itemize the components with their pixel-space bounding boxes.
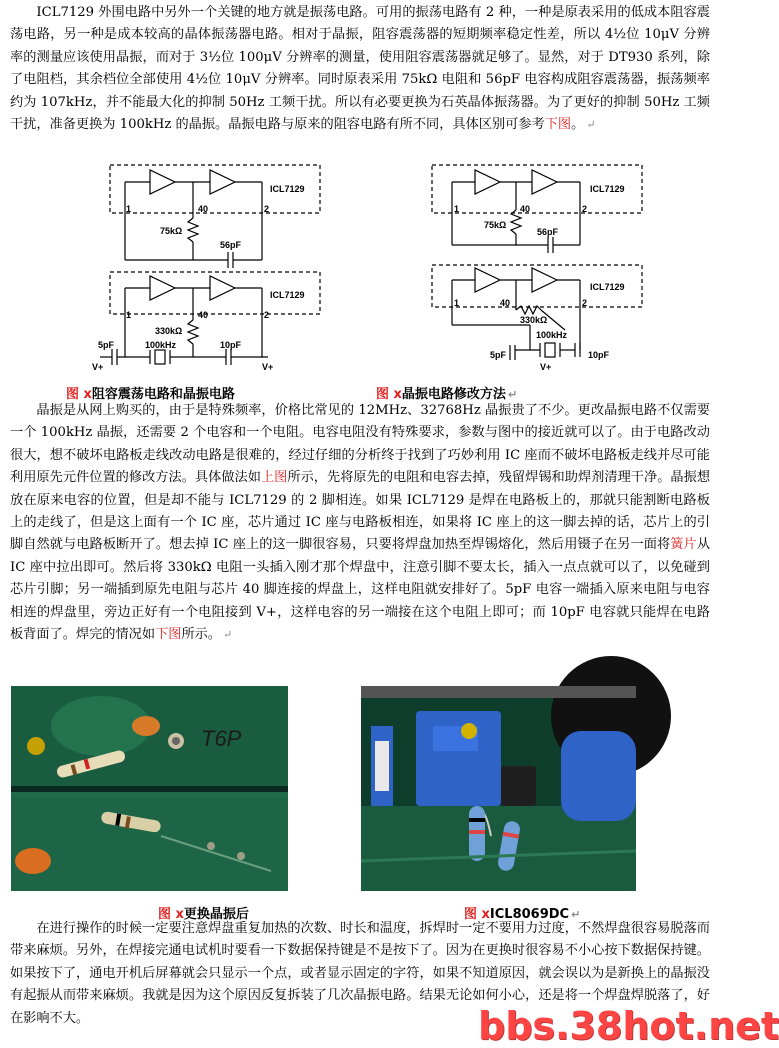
pin-40-label: 40: [198, 204, 209, 214]
photo-pcb-label: T6P: [201, 726, 242, 751]
caption-figure-1-prefix: 图 x: [66, 387, 92, 402]
capacitor-10pf-orange: [15, 848, 51, 874]
circuit-crystal-oscillator: [100, 272, 320, 365]
circuit-rc-oscillator-right: [432, 165, 642, 253]
paragraph-intro-text: ICL7129 外围电路中另外一个关键的地方就是振荡电路。可用的振荡电路有 2 种，一种是原表采用的低成本阻容震荡电路，另一种是成本较高的晶体振荡器电路。相对于晶振，阻容震荡器的短期频率稳定性差，所以 4½位 10μV 分辨率的测量应该使用晶振，而对于 3½位 100μV 分辨率的测量，使用阻容震荡器就足够了。显然，对于 DT930 系列，除了电阻档，其余档位全部使用 4½位 10μV 分辨率。同时原表采用 75kΩ 电阻和 56pF 电容构成阻容震荡器，振荡频率约为 107kHz，并不能最大化的抑制 50Hz 工频干扰。所以有必要更换为石英晶体振荡器。为了更好的抑制 50Hz 工频干扰，准备更换为 100kHz 的晶振。晶振电路与原来的阻容电路有所不同，具体区别可参考: [10, 5, 710, 133]
paragraph-mark-icon: ↵: [507, 388, 518, 401]
resistor-330k-label-2: 330kΩ: [520, 315, 548, 325]
paragraph-intro: [10, 2, 710, 136]
pin-1-label: 1: [126, 204, 132, 214]
paragraph-method-text-b: 所示，先将原先的电阻和电容去掉，残留焊锡和助焊剂清理干净。晶振想放在原来电容的位置，但是却不能与 ICL7129 的 2 脚相连。如果 ICL7129 是焊在电路板上的，那就只能割断电路板上的走线了，但是这上面有一个 IC 座，芯片通过 IC 座与电路板相连，如果将 IC 座上的这一脚去掉的话，芯片上的引脚自然就与电路板断开了。想去掉 IC 座上的这一脚很容易，只要将焊盘加热至焊锡熔化，然后用镊子在另一面将: [10, 470, 711, 553]
paragraph-mark-icon: ↵: [586, 118, 596, 132]
pin-2-label-2: 2: [264, 310, 270, 320]
chip-label: ICL7129: [270, 184, 305, 194]
pin-2-label: 2: [264, 204, 270, 214]
caption-figure-1-title: 阻容震荡电路和晶振电路: [91, 387, 235, 402]
pin-2-label-4: 2: [582, 298, 588, 308]
resistor-330k-label: 330kΩ: [155, 326, 183, 336]
trimmer-potentiometer: [416, 711, 501, 806]
vplus-label-left: V+: [92, 362, 104, 372]
icl8069dc-chip: [501, 766, 536, 806]
paragraph-mark-icon: ↵: [571, 908, 581, 921]
resistor-75k-label-2: 75kΩ: [484, 220, 507, 230]
cap-5p-label-2: 5pF: [490, 350, 507, 360]
paragraph-mark-icon: ↵: [223, 628, 233, 642]
pin-1-label-2: 1: [126, 310, 132, 320]
circuit-diagrams: [0, 160, 729, 390]
cap-10p-label: 10pF: [220, 340, 242, 350]
cap-10p-label-2: 10pF: [588, 350, 610, 360]
pin-1-label-3: 1: [454, 204, 460, 214]
paragraph-notes-text: 在进行操作的时候一定要注意焊盘重复加热的次数、时长和温度，拆焊时一定不要用力过度，不然焊盘很容易脱落而带来麻烦。另外，在焊接完通电试机时要看一下数据保持键是不是按下了。因为在更换时很容易不小心按下数据保持键。如果按下了，通电开机后屏幕就会只显示一个点，或者显示固定的字符，如果不知道原因，就会误以为是新换上的晶振没有起振从而带来麻烦。我就是因为这个原因反复拆装了几次晶振电路。结果无论如何小心，还是将一个焊盘焊脱落了，好在影响不大。: [10, 921, 710, 1026]
circuit-rc-oscillator: [110, 165, 320, 268]
paragraph-method: [10, 400, 710, 646]
photo-crystal-replaced: [11, 686, 288, 891]
photo-icl8069dc: [361, 686, 636, 891]
caption-figure-2-prefix: 图 x: [376, 387, 402, 402]
site-watermark: bbs.38hot.net: [478, 1004, 779, 1048]
paragraph-method-text-c: 从 IC 座中拉出即可。然后将 330kΩ 电阻一头插入刚才那个焊盘中，注意引脚不要太长，插入一点点就可以了，以免碰到芯片引脚；另一端插到原先电阻与芯片 40 脚连接的焊盘上，这样电阻就安排好了。5pF 电容一端插入原来电阻与电容相连的焊盘里，旁边正好有一个电阻接到 V+，这样电容的另一端接在这个电阻上即可；而 10pF 电容就只能焊在电路板背面了。焊完的情况如: [10, 537, 711, 643]
pin-40-label-2: 40: [198, 310, 209, 320]
capacitor-5pf-orange: [132, 716, 160, 736]
ref-below-figure: 下图: [544, 117, 572, 133]
ref-above-figure: 上图: [260, 470, 288, 486]
pin-1-label-4: 1: [454, 298, 460, 308]
cap-5p-label: 5pF: [98, 340, 115, 350]
caption-figure-2-title: 晶振电路修改方法: [401, 387, 506, 402]
vplus-label-3: V+: [540, 362, 552, 372]
caption-figure-3-prefix: 图 x: [158, 907, 184, 922]
ref-below-figure-2: 下图: [155, 627, 182, 643]
ref-spring: 簧片: [670, 537, 697, 553]
crystal-label: 100kHz: [145, 340, 177, 350]
resistor-75k-label: 75kΩ: [160, 226, 183, 236]
pin-2-label-3: 2: [582, 204, 588, 214]
cap-56p-label-2: 56pF: [537, 227, 559, 237]
caption-figure-4-prefix: 图 x: [464, 907, 490, 922]
paragraph-method-text-a: 晶振是从网上购买的，由于是特殊频率，价格比常见的 12MHz、32768Hz 晶振贵了不少。更改晶振电路不仅需要一个 100kHz 晶振，还需要 2 个电容和一个电阻。电容电阻没有特殊要求，参数与图中的接近就可以了。由于电路改动很大，想不破坏电路板走线改动电路是很难的，经过仔细的分析终于找到了巧妙利用 IC 座而不破坏电路板走线并尽可能利用原先元件位置的修改方法。具体做法如: [10, 403, 710, 486]
pin-40-label-4: 40: [500, 298, 511, 308]
cap-56p-label: 56pF: [220, 240, 242, 250]
circuit-modification: [432, 265, 642, 360]
chip-label-3: ICL7129: [590, 184, 625, 194]
chip-label-4: ICL7129: [590, 282, 625, 292]
caption-figure-3-title: 更换晶振后: [183, 907, 249, 922]
paragraph-end: 。: [571, 117, 585, 133]
crystal-label-2: 100kHz: [536, 330, 568, 340]
vplus-label-right: V+: [262, 362, 274, 372]
paragraph-method-text-d: 所示。: [181, 627, 221, 643]
caption-figure-4-title: ICL8069DC: [489, 907, 570, 922]
chip-label-2: ICL7129: [270, 290, 305, 300]
pin-40-label-3: 40: [520, 204, 531, 214]
